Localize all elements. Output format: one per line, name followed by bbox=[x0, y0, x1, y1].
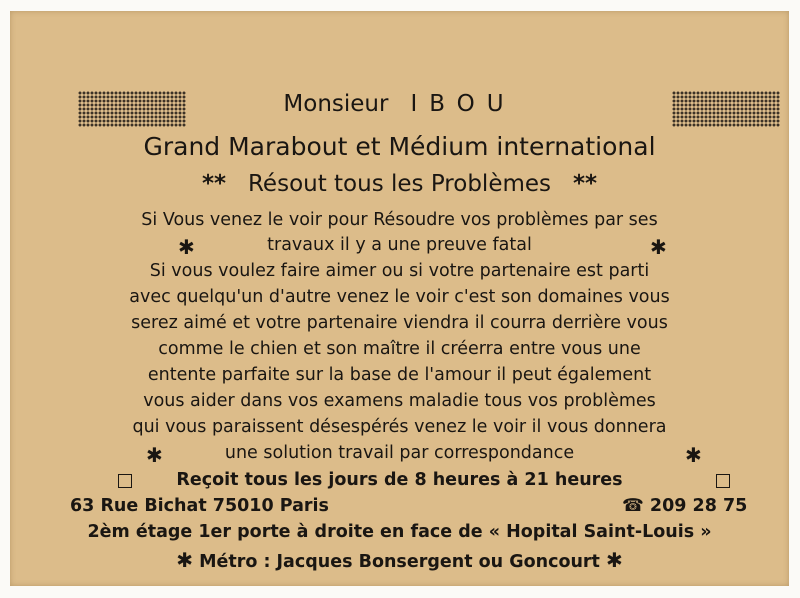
asterisk-icon: ✱ bbox=[650, 235, 667, 259]
title-prefix: Monsieur bbox=[283, 91, 389, 117]
address: 63 Rue Bichat 75010 Paris bbox=[70, 496, 329, 516]
metro-info: Métro : Jacques Bonsergent ou Goncourt bbox=[199, 552, 600, 572]
body-line-9: qui vous paraissent désespérés venez le voir il vous donnera bbox=[132, 417, 667, 437]
body-line-2: travaux il y a une preuve fatal bbox=[267, 235, 532, 255]
card-tagline-row bbox=[10, 171, 789, 197]
body-line-5: serez aimé et votre partenaire viendra il courra derrière vous bbox=[131, 313, 668, 333]
card-title bbox=[10, 91, 789, 117]
body-line-10: une solution travail par correspondance bbox=[224, 443, 575, 463]
phone-icon: ☎ bbox=[622, 496, 644, 516]
body-line-4: avec quelqu'un d'autre venez le voir c'est son domaines vous bbox=[129, 287, 670, 307]
checkbox-icon bbox=[716, 474, 730, 488]
asterisk-icon: ✱ bbox=[176, 548, 193, 572]
body-line-1: Si Vous venez le voir pour Résoudre vos problèmes par ses bbox=[141, 210, 658, 230]
asterisk-icon: ✱ bbox=[178, 235, 195, 259]
floor-directions: 2èm étage 1er porte à droite en face de « Hopital Saint-Louis » bbox=[87, 522, 712, 542]
business-card bbox=[10, 11, 789, 586]
card-tagline: Résout tous les Problèmes bbox=[247, 171, 552, 197]
body-line-7: entente parfaite sur la base de l'amour il peut également bbox=[147, 365, 652, 385]
card-subtitle: Grand Marabout et Médium international bbox=[143, 132, 656, 161]
stars-right: ** bbox=[572, 171, 598, 197]
stars-left: ** bbox=[201, 171, 227, 197]
asterisk-icon: ✱ bbox=[146, 443, 163, 467]
asterisk-icon: ✱ bbox=[606, 548, 623, 572]
body-line-3: Si vous voulez faire aimer ou si votre partenaire est parti bbox=[149, 261, 650, 281]
body-line-8: vous aider dans vos examens maladie tous vos problèmes bbox=[143, 391, 656, 411]
title-name: IBOU bbox=[410, 91, 516, 117]
opening-hours: Reçoit tous les jours de 8 heures à 21 heures bbox=[176, 470, 623, 490]
phone-number: 209 28 75 bbox=[649, 496, 748, 516]
body-line-6: comme le chien et son maître il créerra entre vous une bbox=[158, 339, 641, 359]
asterisk-icon: ✱ bbox=[685, 443, 702, 467]
